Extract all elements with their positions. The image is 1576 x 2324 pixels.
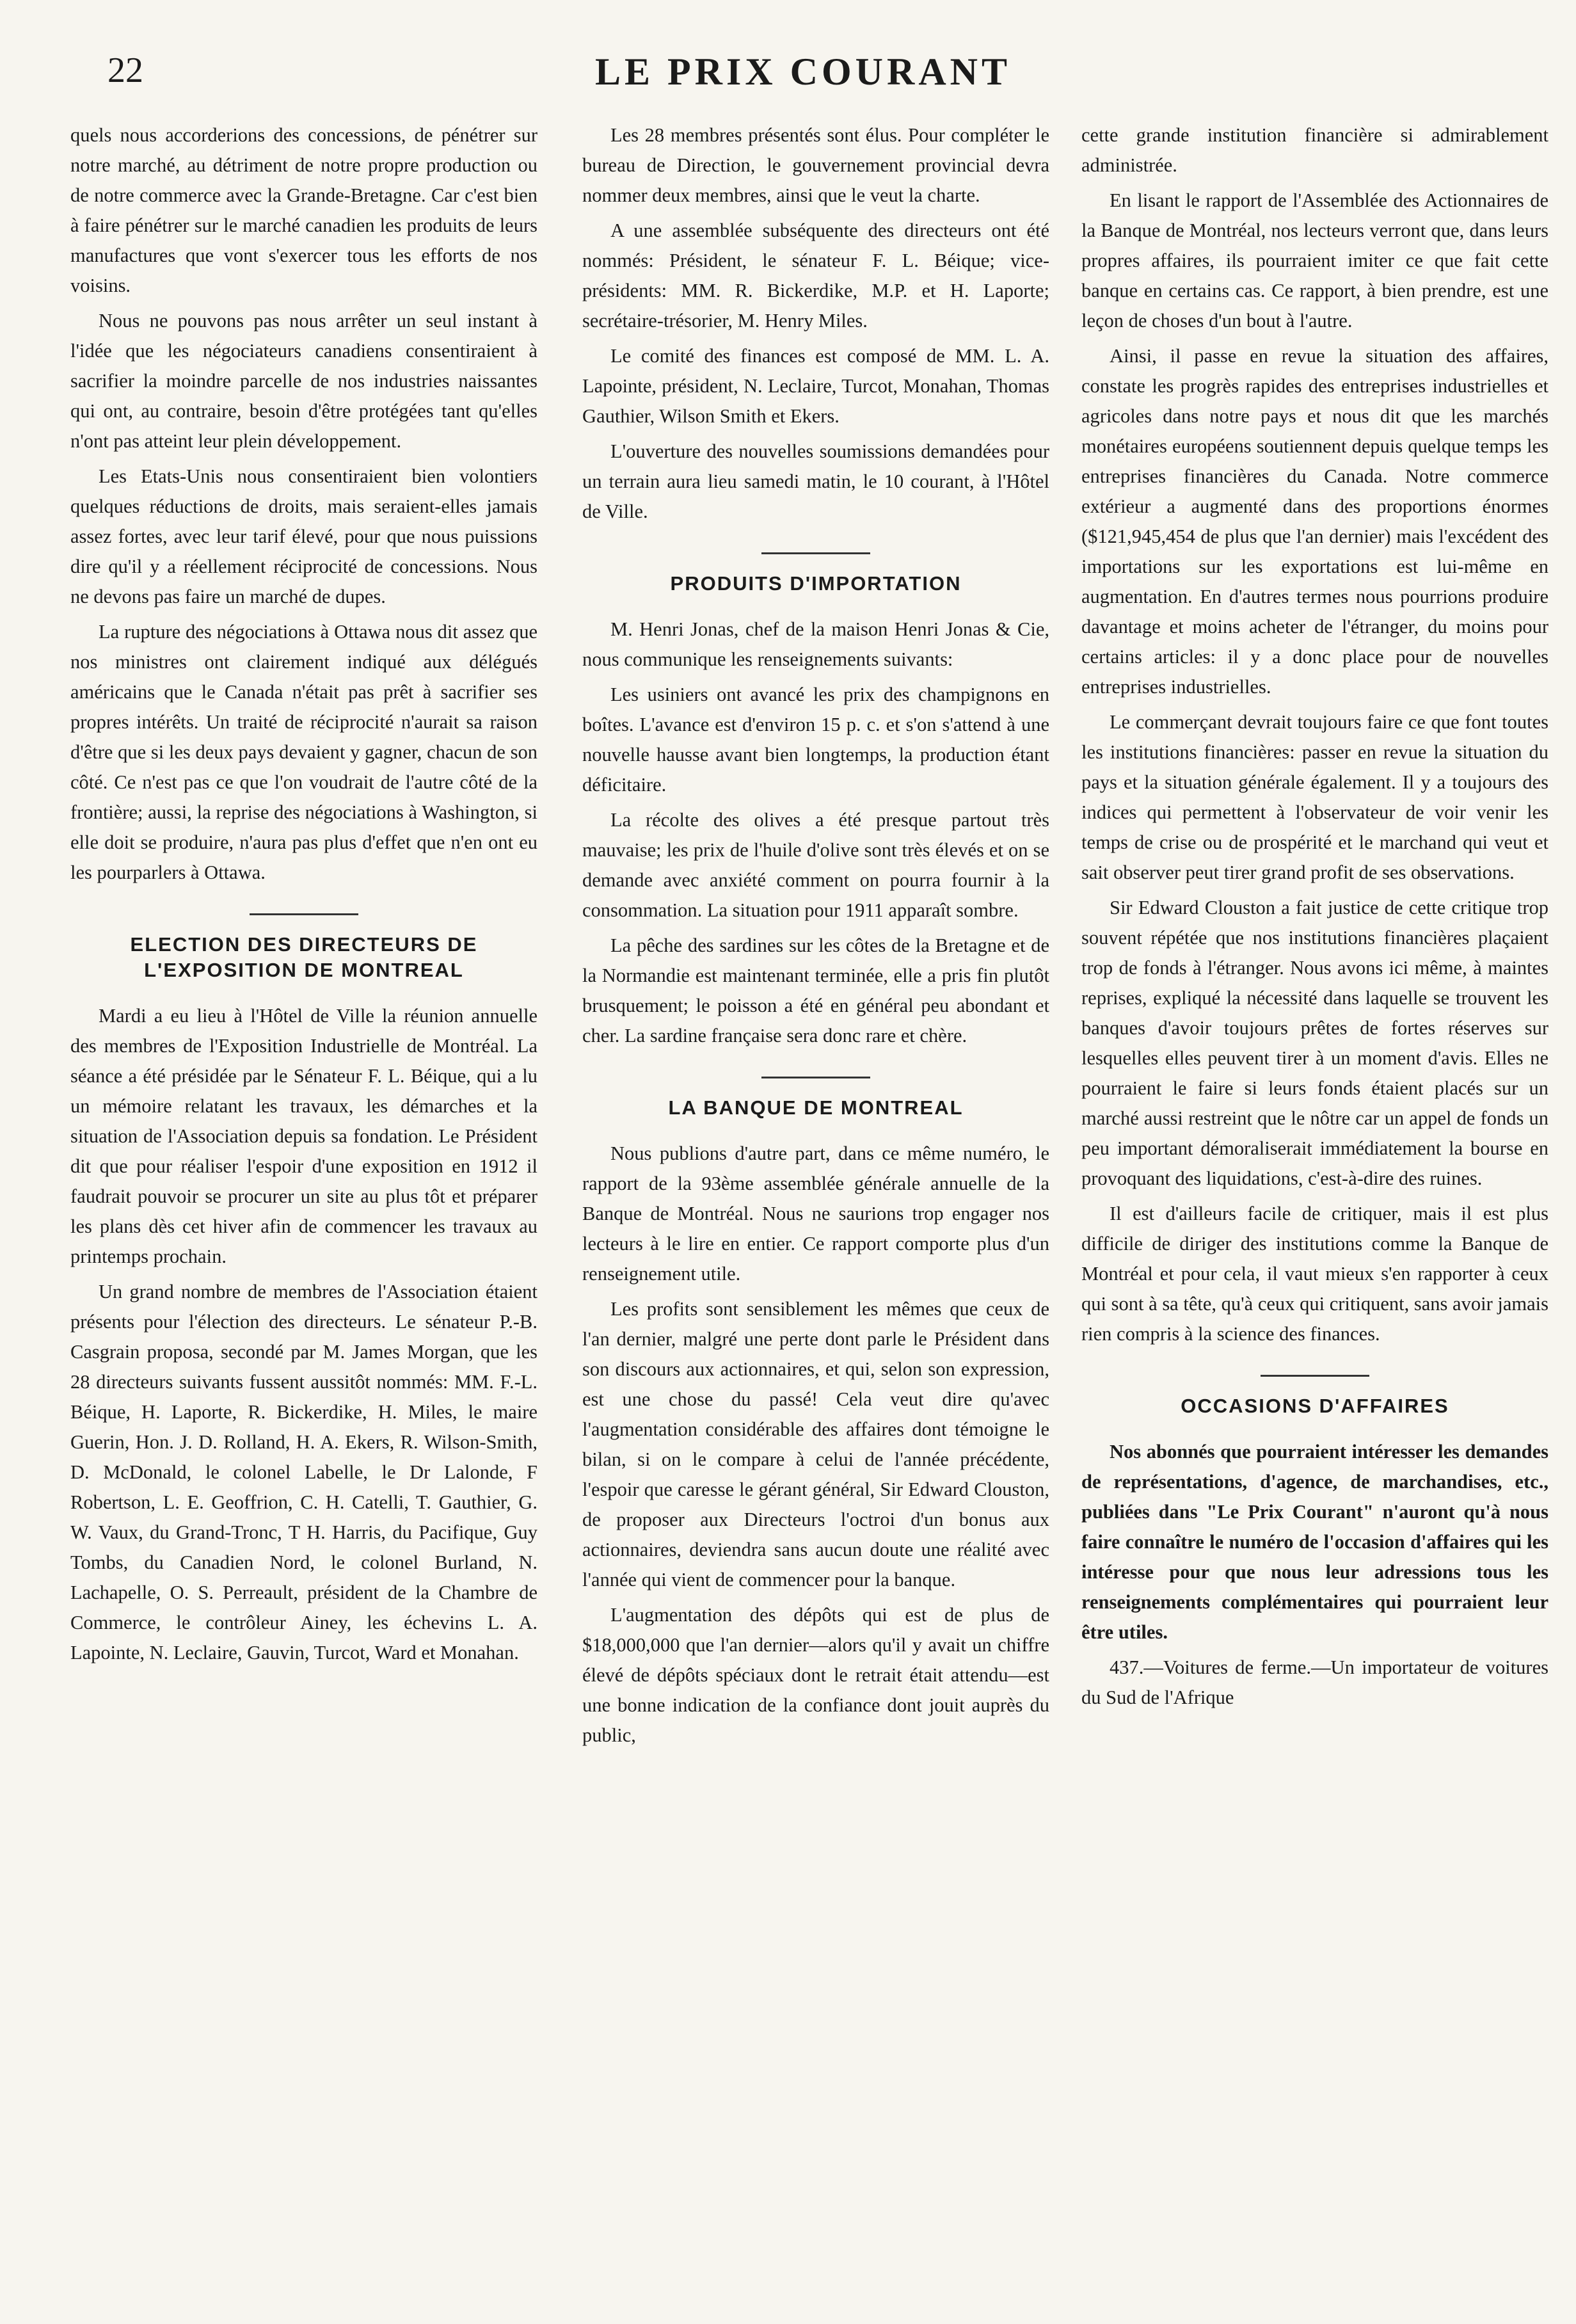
paragraph: La pêche des sardines sur les côtes de la Bretagne et de la Normandie est maintenant terminée, elle a pris fin plutôt brusquement; le poisson a été en général peu abondant et cher. La sardine française sera donc rare et chère.: [582, 934, 1049, 1046]
paragraph: Les Etats-Unis nous consentiraient bien volontiers quelques réductions de droits, mais seraient-elles jamais assez fortes, avec leur tarif élevé, pour que nous puissions dire qu'il y a réellement réciprocité de concessions. Nous ne devons pas faire un marché de dupes.: [70, 465, 537, 607]
paragraph: La récolte des olives a été presque partout très mauvaise; les prix de l'huile d'olive sont très élevés et on se demande avec anxiété comment on pourra fournir à la consommation. La situation pour 1911 apparaît sombre.: [582, 809, 1049, 921]
paragraph: Un grand nombre de membres de l'Association étaient présents pour l'élection des directeurs. Le sénateur P.-B. Casgrain proposa, secondé par M. James Morgan, que les 28 directeurs suivants fussent aussitôt nommés: MM. F.-L. Béique, H. Laporte, R. Bickerdike, H. Miles, le maire Guerin, Hon. J. D. Rolland, H. A. Ekers, R. Wilson-Smith, D. McDonald, le colonel Labelle, le Dr Lalonde, F Robertson, L. E. Geoffrion, C. H. Catelli, T. Gauthier, G. W. Vaux, du Grand-Tronc, T H. Harris, du Pacifique, Guy Tombs, du Canadien Nord, le colonel Burland, N. Lachapelle, O. S. Perreault, président de la Chambre de Commerce, le contrôleur Ainey, les échevins L. A. Lapointe, N. Leclaire, Gauvin, Turcot, Ward et Monahan.: [70, 1281, 537, 1663]
paragraph: Le commerçant devrait toujours faire ce que font toutes les institutions financières: passer en revue la situation du pays et la situation générale également. Il y a toujours des indices qui permettent à l'observateur de voir venir les temps de crise ou de prospérité et le marchand qui veut et sait observer peut tirer grand profit de ses observations.: [1081, 711, 1548, 883]
paragraph: Ainsi, il passe en revue la situation des affaires, constate les progrès rapides des entreprises industrielles et agricoles dans notre pays et nous dit que les marchés monétaires européens soutiennent depuis quelque temps les entreprises financières du Canada. Notre commerce extérieur a augmenté dans des proportions énormes ($121,945,454 de plus que l'an dernier) mais l'excédent des importations sur les exportations est lui-même en augmentation. En d'autres termes nous pourrions produire davantage et moins acheter de l'étranger, du moins pour certains articles: il y a donc place pour de nouvelles entreprises industrielles.: [1081, 345, 1548, 698]
paragraph: M. Henri Jonas, chef de la maison Henri Jonas & Cie, nous communique les renseignements suivants:: [582, 618, 1049, 670]
column-2: [582, 120, 1049, 2296]
paragraph: A une assemblée subséquente des directeurs ont été nommés: Président, le sénateur F. L. Béique; vice-présidents: MM. R. Bickerdike, M.P. et H. Laporte; secrétaire-trésorier, M. Henry Miles.: [582, 220, 1049, 332]
column-3: [1081, 120, 1548, 2296]
paragraph: Le comité des finances est composé de MM. L. A. Lapointe, président, N. Leclaire, Turcot, Monahan, Thomas Gauthier, Wilson Smith et Ekers.: [582, 345, 1049, 427]
section-divider: [761, 552, 870, 554]
paragraph: 437.—Voitures de ferme.—Un importateur de voitures du Sud de l'Afrique: [1081, 1656, 1548, 1708]
paragraph: Sir Edward Clouston a fait justice de cette critique trop souvent répétée que nos institutions financières plaçaient trop de fonds à l'étranger. Nous avons ici même, à maintes reprises, expliqué la nécessité dans laquelle se trouvent les banques d'avoir toujours prêtes de fortes réserves sur lesquelles elles peuvent tirer à un moment d'avis. Elles ne pourraient le faire si leurs fonds étaient placés sur un marché aussi restreint que le nôtre car un appel de fonds un peu important démoraliserait immédiatement la bourse en provoquant des liquidations, c'est-à-dire des ruines.: [1081, 897, 1548, 1189]
section-heading-produits: PRODUITS D'IMPORTATION: [670, 572, 962, 595]
publication-title: LE PRIX COURANT: [594, 51, 1012, 93]
paragraph: Les usiniers ont avancé les prix des champignons en boîtes. L'avance est d'environ 15 p. c. et s'on s'attend à une nouvelle hausse avant bien longtemps, la production étant déficitaire.: [582, 684, 1049, 796]
paragraph: Mardi a eu lieu à l'Hôtel de Ville la réunion annuelle des membres de l'Exposition Industrielle de Montréal. La séance a été présidée par le Sénateur F. L. Béique, qui a lu un mémoire relatant les travaux, les démarches et la situation de l'Association depuis sa fondation. Le Président dit que pour réaliser l'espoir d'une exposition en 1912 il faudrait pouvoir se procurer un site au plus tôt et préparer les plans dès cet hiver afin de commencer les travaux au printemps prochain.: [70, 1005, 537, 1267]
paragraph: Les profits sont sensiblement les mêmes que ceux de l'an dernier, malgré une perte dont parle le Président dans son discours aux actionnaires, et qui, selon son expression, est une chose du passé! Cela veut dire qu'avec l'augmentation considérable des affaires dont témoigne le bilan, si on le compare à celui de l'année précédente, l'espoir que caresse le gérant général, Sir Edward Clouston, de proposer aux Directeurs l'octroi d'un bonus aux actionnaires, deviendra sans aucun doute une réalité avec l'année qui vient de commencer pour la banque.: [582, 1298, 1049, 1591]
occasions-intro: [1081, 1437, 1548, 1647]
paragraph: cette grande institution financière si admirablement administrée.: [1081, 124, 1548, 176]
section-heading-election: ELECTION DES DIRECTEURS DE L'EXPOSITION DE MONTREAL: [130, 933, 478, 981]
section-divider: [761, 1077, 870, 1078]
paragraph: Nos abonnés que pourraient intéresser les demandes de représentations, d'agence, de marchandises, etc., publiées dans "Le Prix Courant" n'auront qu'à nous faire connaître le numéro de l'occasion d'affaires qui les intéresse pour que nous leur adressions tous les renseignements complémentaires qui pourraient leur être utiles.: [1081, 1441, 1548, 1643]
paragraph: La rupture des négociations à Ottawa nous dit assez que nos ministres ont clairement indiqué aux délégués américains que le Canada n'était pas prêt à sacrifier ses propres intérêts. Un traité de réciprocité n'aurait sa raison d'être que si les deux pays devaient y gagner, chacun de son côté. Ce n'est pas ce que l'on voudrait de l'autre côté de la frontière; aussi, la reprise des négociations à Washington, si elle doit se produire, n'aura pas plus d'effet que n'en ont eu les pourparlers à Ottawa.: [70, 621, 537, 883]
page-header: [70, 45, 1536, 102]
paragraph: Nous ne pouvons pas nous arrêter un seul instant à l'idée que les négociateurs canadiens consentiraient à sacrifier la moindre parcelle de nos industries naissantes qui ont, au contraire, besoin d'être protégées tant qu'elles n'ont pas atteint leur plein développement.: [70, 310, 537, 452]
paragraph: L'ouverture des nouvelles soumissions demandées pour un terrain aura lieu samedi matin, le 10 courant, à l'Hôtel de Ville.: [582, 440, 1049, 522]
paragraph: Nous publions d'autre part, dans ce même numéro, le rapport de la 93ème assemblée générale annuelle de la Banque de Montréal. Nous ne saurions trop engager nos lecteurs à le lire en entier. Ce rapport comporte plus d'un renseignement utile.: [582, 1142, 1049, 1285]
section-divider: [250, 913, 358, 915]
section-heading-banque: LA BANQUE DE MONTREAL: [668, 1096, 964, 1119]
paragraph: quels nous accorderions des concessions, de pénétrer sur notre marché, au détriment de notre propre production ou de notre commerce avec la Grande-Bretagne. Car c'est bien à faire pénétrer sur le marché canadien les produits de leurs manufactures que vont s'exercer tous les efforts de nos voisins.: [70, 124, 537, 296]
column-1: [70, 120, 537, 2296]
paragraph: L'augmentation des dépôts qui est de plus de $18,000,000 que l'an dernier—alors qu'il y avait un chiffre élevé de dépôts spéciaux dont le retrait était attendu—est une bonne indication de la confiance dont jouit auprès du public,: [582, 1604, 1049, 1746]
paragraph: Il est d'ailleurs facile de critiquer, mais il est plus difficile de diriger des institutions comme la Banque de Montréal et pour cela, il vaut mieux s'en rapporter à ceux qui sont à sa tête, qu'à ceux qui critiquent, sans avoir jamais rien compris à la science des finances.: [1081, 1203, 1548, 1345]
section-heading-occasions: OCCASIONS D'AFFAIRES: [1181, 1395, 1449, 1417]
paragraph: En lisant le rapport de l'Assemblée des Actionnaires de la Banque de Montréal, nos lecteurs verront que, dans leurs propres affaires, ils pourraient imiter ce que fait cette banque en certains cas. Ce rapport, à bien prendre, est une leçon de choses d'un bout à l'autre.: [1081, 189, 1548, 332]
page-number: 22: [107, 51, 143, 90]
paragraph: Les 28 membres présentés sont élus. Pour compléter le bureau de Direction, le gouvernement provincial devra nommer deux membres, ainsi que le veut la charte.: [582, 124, 1049, 206]
section-divider: [1261, 1375, 1369, 1377]
